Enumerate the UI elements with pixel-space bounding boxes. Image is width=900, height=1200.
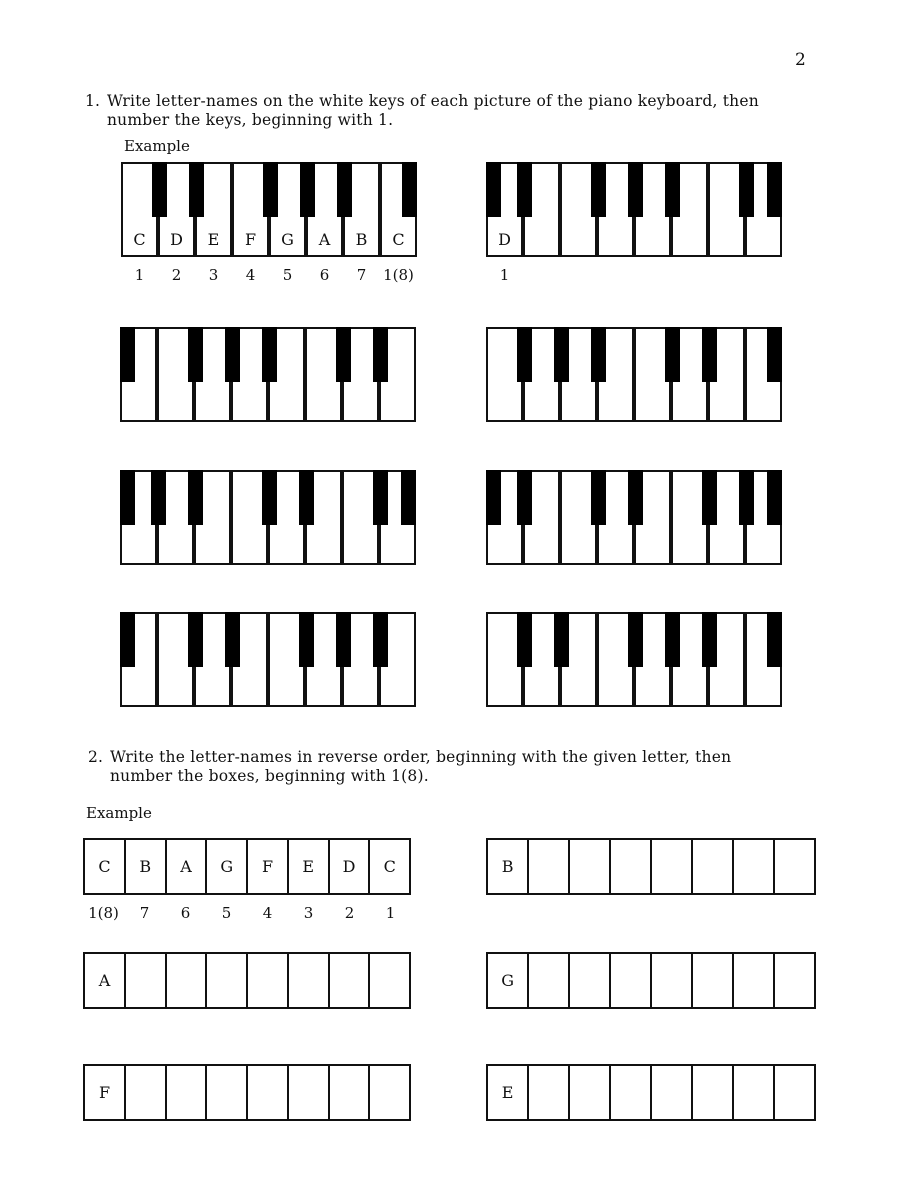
box-number: 4	[262, 904, 273, 922]
key-number: 1	[134, 266, 145, 284]
black-key	[188, 612, 203, 667]
black-key	[151, 470, 166, 525]
black-key	[120, 327, 135, 382]
black-key	[767, 327, 782, 382]
white-key-label: F	[244, 230, 257, 249]
black-key	[665, 162, 680, 217]
letter-box: C	[368, 838, 411, 895]
letter-box	[165, 1064, 208, 1121]
white-key-label: C	[392, 230, 405, 249]
letter-box	[650, 1064, 693, 1121]
exercise-2-text-line2: number the boxes, beginning with 1(8).	[110, 767, 429, 785]
exercise-2-example-label: Example	[86, 804, 152, 822]
letter-box: C	[83, 838, 126, 895]
keyboard-6	[486, 470, 782, 565]
black-key	[665, 327, 680, 382]
letter-box: G	[486, 952, 529, 1009]
box-number: 2	[344, 904, 355, 922]
black-key	[739, 162, 754, 217]
key-number: 3	[208, 266, 219, 284]
letter-box: B	[486, 838, 529, 895]
letter-box: A	[83, 952, 126, 1009]
page-number: 2	[795, 50, 806, 70]
letter-box	[124, 952, 167, 1009]
black-key	[402, 162, 417, 217]
box-number: 3	[303, 904, 314, 922]
black-key	[188, 470, 203, 525]
letter-box	[246, 1064, 289, 1121]
letter-box: D	[328, 838, 371, 895]
box-row-e	[486, 1064, 816, 1121]
letter-box: E	[486, 1064, 529, 1121]
black-key	[401, 470, 416, 525]
black-key	[336, 327, 351, 382]
exercise-1-number: 1.	[85, 92, 101, 110]
letter-box	[527, 1064, 570, 1121]
keyboard-5	[120, 470, 416, 565]
box-number: 5	[221, 904, 232, 922]
black-key	[517, 327, 532, 382]
white-key-label: E	[207, 230, 220, 249]
black-key	[188, 327, 203, 382]
exercise-1-text-line1: Write letter-names on the white keys of each picture of the piano keyboard, then	[107, 92, 759, 110]
black-key	[591, 162, 606, 217]
exercise-2-instructions	[88, 748, 731, 786]
letter-box	[246, 952, 289, 1009]
exercise-2-number: 2.	[88, 748, 104, 766]
keyboard-2	[486, 162, 782, 257]
black-key	[225, 612, 240, 667]
box-number: 6	[180, 904, 191, 922]
black-key	[665, 612, 680, 667]
black-key	[702, 470, 717, 525]
black-key	[767, 612, 782, 667]
keyboard-example	[121, 162, 417, 257]
white-key-label: G	[281, 230, 294, 249]
black-key	[300, 162, 315, 217]
key-number: 6	[319, 266, 330, 284]
black-key	[628, 470, 643, 525]
box-row-b	[486, 838, 816, 895]
key-number: 1	[499, 266, 510, 284]
black-key	[702, 327, 717, 382]
exercise-1-example-label: Example	[124, 137, 190, 155]
letter-box	[568, 952, 611, 1009]
white-key-label: D	[170, 230, 183, 249]
black-key	[189, 162, 204, 217]
white-key-label: A	[318, 230, 331, 249]
letter-box	[691, 838, 734, 895]
letter-box: F	[246, 838, 289, 895]
letter-box	[568, 838, 611, 895]
black-key	[373, 327, 388, 382]
letter-box	[732, 952, 775, 1009]
letter-box	[732, 1064, 775, 1121]
letter-box	[609, 1064, 652, 1121]
letter-box: A	[165, 838, 208, 895]
letter-box	[650, 952, 693, 1009]
black-key	[299, 470, 314, 525]
letter-box	[691, 1064, 734, 1121]
key-number: 1(8)	[383, 266, 414, 284]
letter-box	[609, 952, 652, 1009]
keyboard-4	[486, 327, 782, 422]
white-key-label: C	[133, 230, 146, 249]
letter-box	[205, 952, 248, 1009]
keyboard-8	[486, 612, 782, 707]
black-key	[767, 162, 782, 217]
letter-box: E	[287, 838, 330, 895]
letter-box	[368, 952, 411, 1009]
letter-box	[568, 1064, 611, 1121]
black-key	[767, 470, 782, 525]
letter-box	[732, 838, 775, 895]
letter-box	[124, 1064, 167, 1121]
black-key	[591, 327, 606, 382]
black-key	[262, 327, 277, 382]
black-key	[591, 470, 606, 525]
box-number: 1	[385, 904, 396, 922]
key-number: 4	[245, 266, 256, 284]
black-key	[262, 470, 277, 525]
box-number: 7	[139, 904, 150, 922]
keyboard-3	[120, 327, 416, 422]
letter-box	[609, 838, 652, 895]
black-key	[299, 612, 314, 667]
letter-box	[205, 1064, 248, 1121]
letter-box	[773, 952, 816, 1009]
letter-box: B	[124, 838, 167, 895]
black-key	[373, 612, 388, 667]
key-number: 2	[171, 266, 182, 284]
letter-box	[691, 952, 734, 1009]
white-key-label: B	[355, 230, 368, 249]
box-row-a	[83, 952, 411, 1009]
exercise-1-instructions	[85, 92, 759, 130]
letter-box	[527, 952, 570, 1009]
black-key	[554, 327, 569, 382]
box-row-example-numbers	[83, 904, 411, 924]
black-key	[336, 612, 351, 667]
black-key	[628, 162, 643, 217]
letter-box: F	[83, 1064, 126, 1121]
black-key	[486, 470, 501, 525]
black-key	[152, 162, 167, 217]
black-key	[628, 612, 643, 667]
black-key	[486, 162, 501, 217]
letter-box	[773, 838, 816, 895]
letter-box	[328, 1064, 371, 1121]
box-row-example	[83, 838, 411, 895]
box-number: 1(8)	[88, 904, 119, 922]
letter-box	[287, 952, 330, 1009]
black-key	[225, 327, 240, 382]
key-number: 5	[282, 266, 293, 284]
black-key	[702, 612, 717, 667]
exercise-2-text-line1: Write the letter-names in reverse order, beginning with the given letter, then	[110, 748, 732, 766]
box-row-f	[83, 1064, 411, 1121]
letter-box	[773, 1064, 816, 1121]
letter-box	[527, 838, 570, 895]
black-key	[263, 162, 278, 217]
letter-box	[650, 838, 693, 895]
black-key	[554, 612, 569, 667]
black-key	[517, 470, 532, 525]
exercise-1-text-line2: number the keys, beginning with 1.	[107, 111, 394, 129]
black-key	[373, 470, 388, 525]
letter-box	[368, 1064, 411, 1121]
key-number: 7	[356, 266, 367, 284]
black-key	[120, 470, 135, 525]
black-key	[739, 470, 754, 525]
white-key-label: D	[498, 230, 511, 249]
letter-box	[287, 1064, 330, 1121]
letter-box	[165, 952, 208, 1009]
black-key	[517, 162, 532, 217]
black-key	[337, 162, 352, 217]
keyboard-7	[120, 612, 416, 707]
black-key	[517, 612, 532, 667]
box-row-g	[486, 952, 816, 1009]
letter-box	[328, 952, 371, 1009]
letter-box: G	[205, 838, 248, 895]
black-key	[120, 612, 135, 667]
